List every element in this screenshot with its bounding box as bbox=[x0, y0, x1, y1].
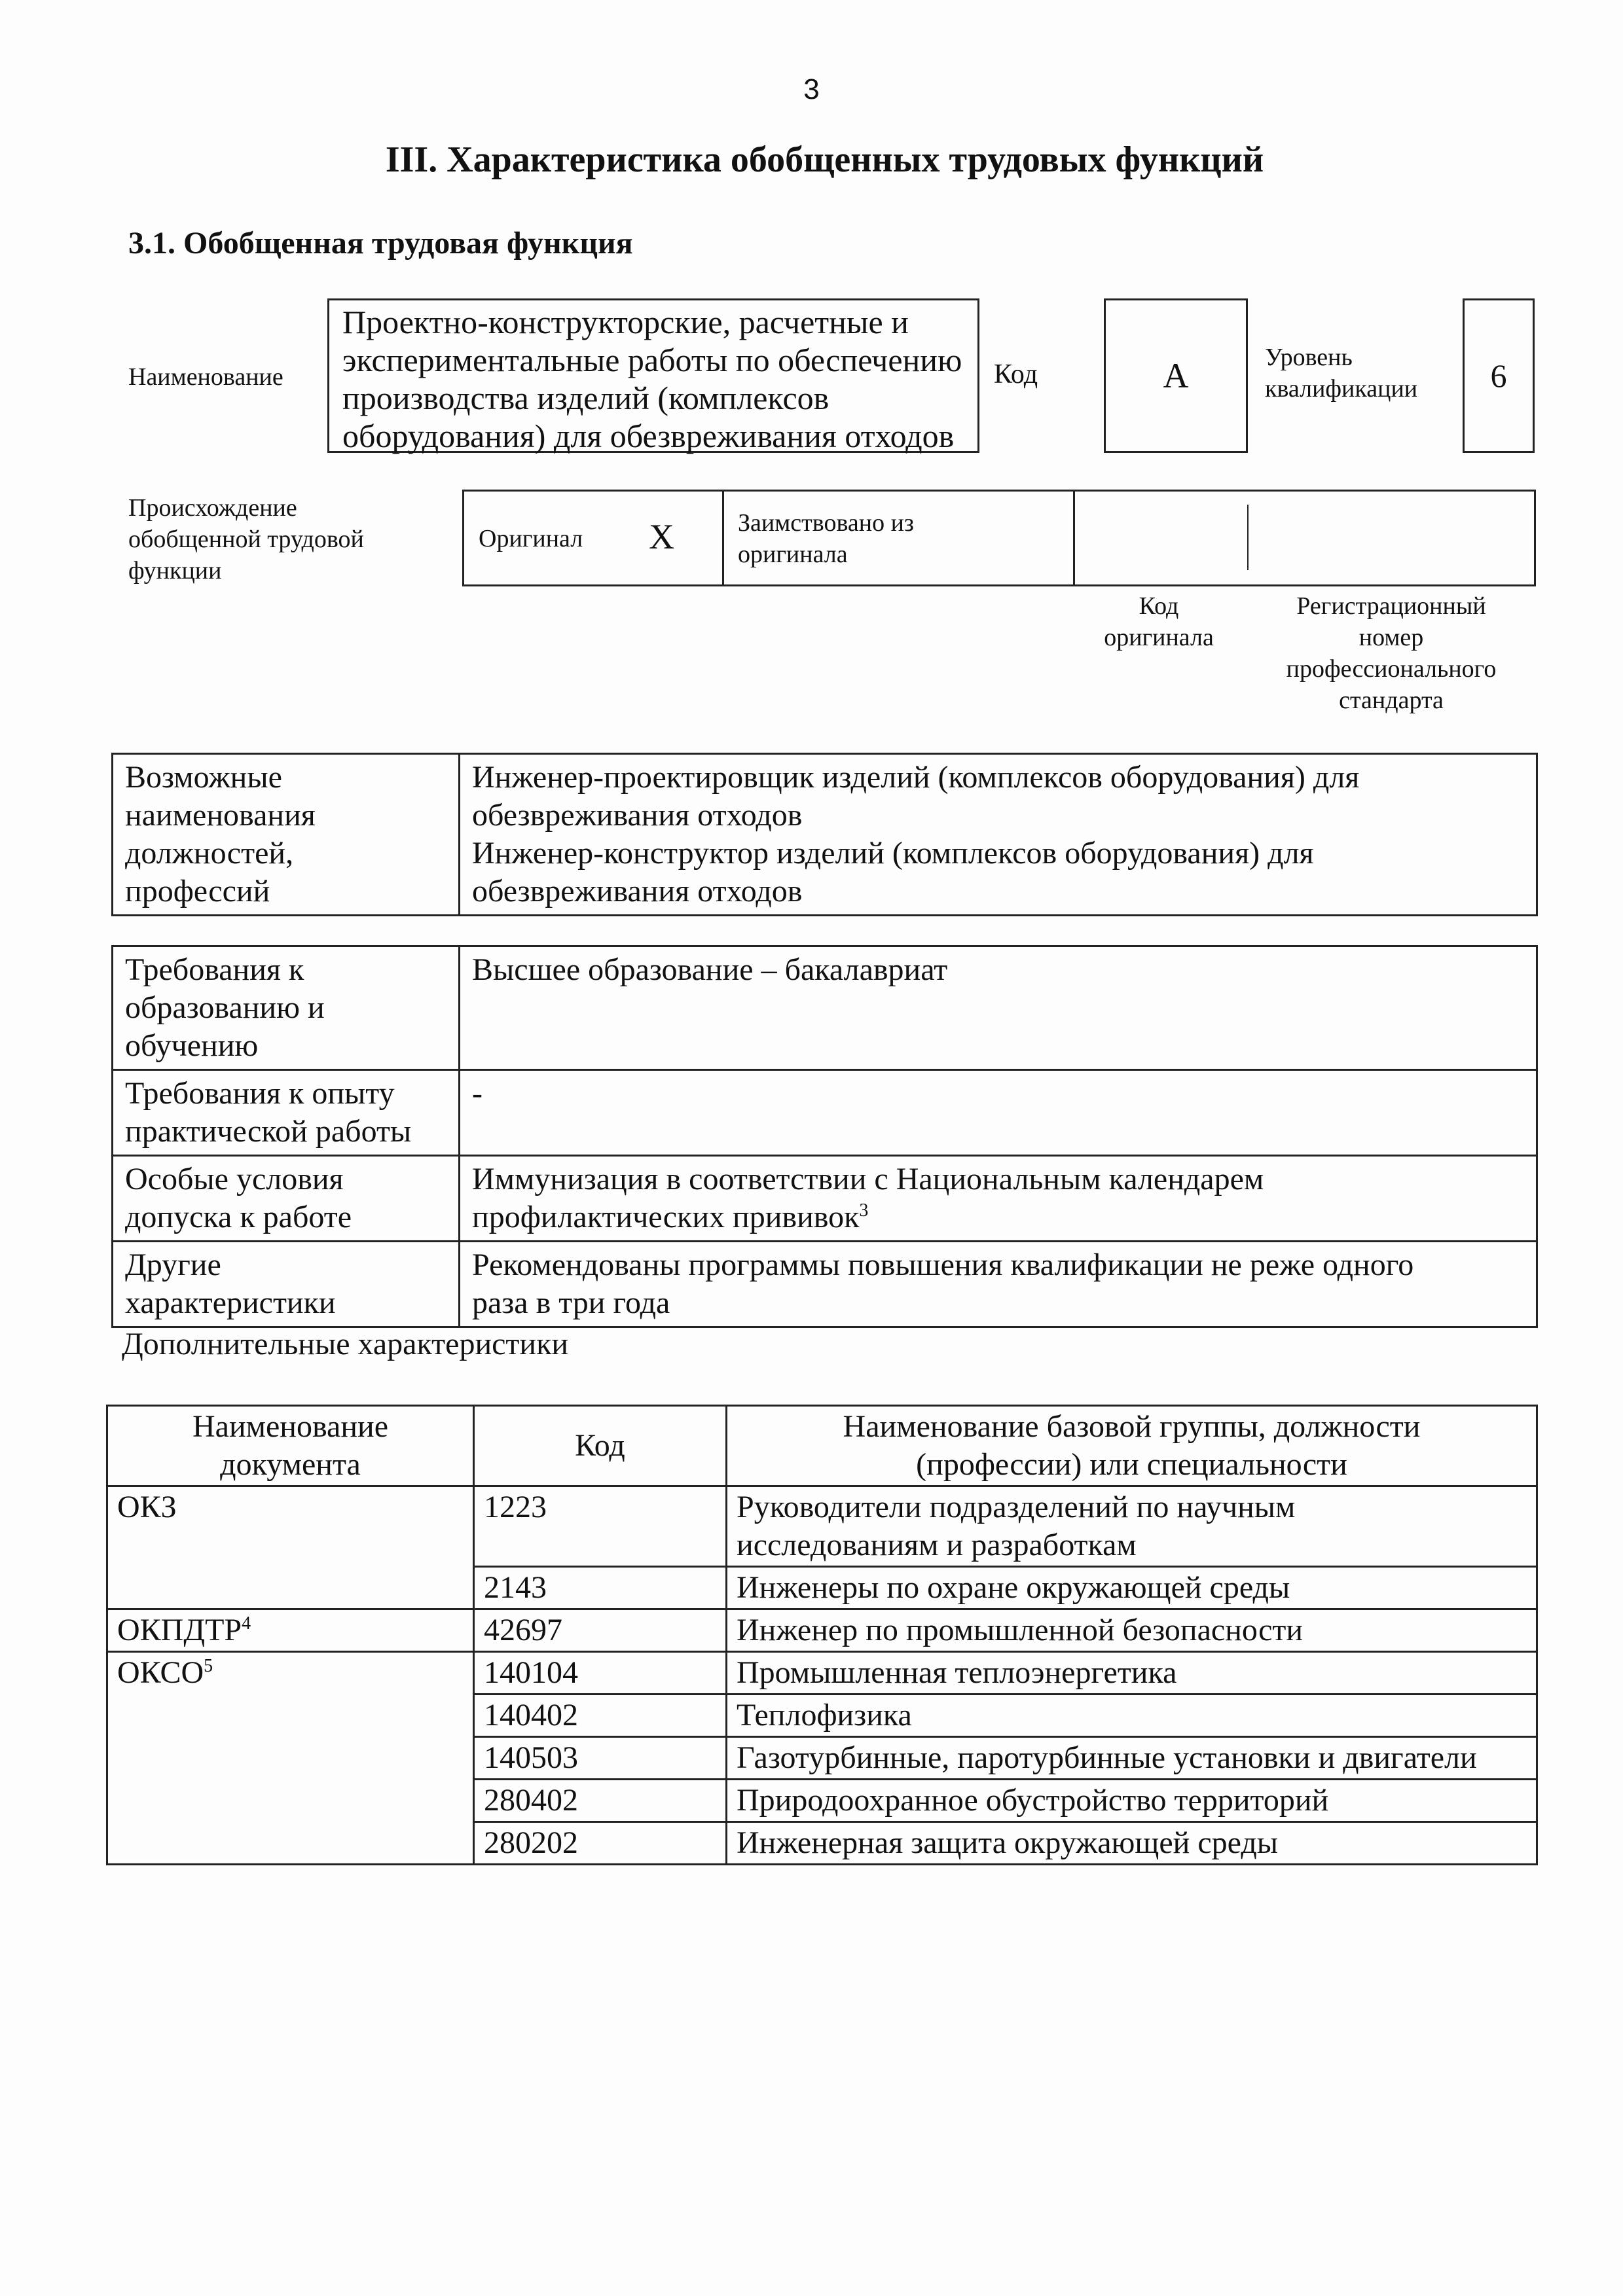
code-value: А bbox=[1104, 298, 1248, 453]
caption-line: оригинала bbox=[1104, 624, 1214, 651]
origin-label bbox=[128, 492, 364, 586]
doc-name: ОКПДТР bbox=[117, 1613, 242, 1647]
caption-line: Код bbox=[1139, 592, 1179, 620]
label-line: наименования bbox=[125, 798, 316, 833]
caption-line: номер bbox=[1359, 624, 1424, 651]
doc-cell bbox=[107, 1486, 474, 1609]
requirements-table bbox=[111, 945, 1538, 1328]
label-line: образованию и bbox=[125, 990, 325, 1025]
label-line: обучению bbox=[125, 1028, 259, 1063]
original-mark: X bbox=[649, 517, 674, 556]
label-line: Возможные bbox=[125, 760, 282, 795]
table-row bbox=[113, 946, 1537, 1070]
group-name-line: Газотурбинные, паротурбинные установки и двигатели bbox=[737, 1740, 1477, 1775]
education-value: Высшее образование – бакалавриат bbox=[460, 946, 1537, 1070]
group-name-cell bbox=[727, 1737, 1537, 1780]
code-cell: 280402 bbox=[474, 1780, 727, 1822]
value-line: обезвреживания отходов bbox=[472, 798, 803, 833]
origin-label-line: обобщенной трудовой bbox=[128, 526, 364, 553]
table-row bbox=[113, 754, 1537, 916]
caption-line: профессионального bbox=[1286, 655, 1497, 683]
label-line: Требования к опыту bbox=[125, 1076, 395, 1111]
table-row bbox=[113, 1156, 1537, 1242]
table-header-row bbox=[107, 1406, 1537, 1486]
group-name-line: Руководители подразделений по научным bbox=[737, 1490, 1296, 1524]
group-name-line: Промышленная теплоэнергетика bbox=[737, 1655, 1177, 1690]
origin-label-line: Происхождение bbox=[128, 494, 297, 522]
additional-table bbox=[106, 1405, 1538, 1865]
group-name-line: Теплофизика bbox=[737, 1698, 912, 1732]
positions-table bbox=[111, 753, 1538, 916]
doc-cell bbox=[107, 1652, 474, 1865]
level-label-line: квалификации bbox=[1265, 375, 1418, 403]
value-line: раза в три года bbox=[472, 1285, 670, 1320]
footnote-mark: 4 bbox=[242, 1613, 251, 1634]
value-line: Иммунизация в соответствии с Национальным календарем bbox=[472, 1162, 1264, 1196]
divider bbox=[1247, 505, 1249, 570]
function-name-box bbox=[327, 298, 979, 453]
header-group bbox=[727, 1406, 1537, 1486]
label-line: должностей, bbox=[125, 836, 294, 870]
label-line: Другие bbox=[125, 1247, 221, 1282]
label-line: допуска к работе bbox=[125, 1200, 352, 1234]
group-name-cell bbox=[727, 1822, 1537, 1865]
header-line: (профессии) или специальности bbox=[916, 1447, 1347, 1482]
code-cell: 1223 bbox=[474, 1486, 727, 1567]
group-name-line: Природоохранное обустройство территорий bbox=[737, 1783, 1329, 1818]
function-name-line: оборудования) для обезвреживания отходов bbox=[342, 418, 955, 454]
section-title: III. Характеристика обобщенных трудовых функций bbox=[385, 139, 1264, 180]
doc-cell bbox=[107, 1609, 474, 1652]
code-cell: 42697 bbox=[474, 1609, 727, 1652]
doc-name: ОКСО bbox=[117, 1655, 204, 1690]
label-line: Особые условия bbox=[125, 1162, 344, 1196]
positions-label bbox=[113, 754, 460, 916]
group-name-cell bbox=[727, 1695, 1537, 1737]
subsection-title: 3.1. Обобщенная трудовая функция bbox=[128, 226, 633, 260]
level-label-line: Уровень bbox=[1265, 344, 1353, 371]
label-line: характеристики bbox=[125, 1285, 336, 1320]
label-line: практической работы bbox=[125, 1114, 412, 1149]
page-number: 3 bbox=[803, 73, 820, 105]
group-name-line: Инженер по промышленной безопасности bbox=[737, 1613, 1304, 1647]
table-row bbox=[107, 1609, 1537, 1652]
value-line: Рекомендованы программы повышения квалификации не реже одного bbox=[472, 1247, 1414, 1282]
header-line: Наименование базовой группы, должности bbox=[843, 1409, 1421, 1444]
footnote-mark: 3 bbox=[859, 1200, 869, 1221]
table-row bbox=[113, 1242, 1537, 1327]
header-line: Наименование bbox=[192, 1409, 389, 1444]
table-row bbox=[107, 1486, 1537, 1567]
borrowed-label bbox=[738, 507, 914, 570]
origin-label-line: функции bbox=[128, 557, 222, 584]
value-text: профилактических прививок bbox=[472, 1200, 860, 1234]
positions-value bbox=[460, 754, 1537, 916]
experience-value: - bbox=[460, 1070, 1537, 1156]
value-line: обезвреживания отходов bbox=[472, 874, 803, 908]
header-line: документа bbox=[220, 1447, 361, 1482]
header-code: Код bbox=[474, 1406, 727, 1486]
conditions-value bbox=[460, 1156, 1537, 1242]
group-name-cell bbox=[727, 1780, 1537, 1822]
group-name-line: исследованиям и разработкам bbox=[737, 1528, 1137, 1562]
table-row bbox=[113, 1070, 1537, 1156]
function-name-line: экспериментальные работы по обеспечению bbox=[342, 342, 962, 378]
value-line: Инженер-конструктор изделий (комплексов оборудования) для bbox=[472, 836, 1314, 870]
experience-label bbox=[113, 1070, 460, 1156]
code-cell: 140402 bbox=[474, 1695, 727, 1737]
name-label: Наименование bbox=[128, 363, 283, 391]
borrowed-label-line: оригинала bbox=[738, 541, 848, 568]
other-label bbox=[113, 1242, 460, 1327]
header-doc bbox=[107, 1406, 474, 1486]
code-original-caption bbox=[1074, 590, 1244, 653]
group-name-cell bbox=[727, 1609, 1537, 1652]
table-row bbox=[107, 1652, 1537, 1695]
group-name-line: Инженерная защита окружающей среды bbox=[737, 1825, 1279, 1860]
divider bbox=[722, 490, 724, 586]
education-label bbox=[113, 946, 460, 1070]
original-label: Оригинал bbox=[479, 525, 583, 552]
label-line: Требования к bbox=[125, 952, 304, 987]
code-cell: 280202 bbox=[474, 1822, 727, 1865]
code-label: Код bbox=[994, 359, 1038, 389]
group-name-cell bbox=[727, 1567, 1537, 1609]
function-name-line: производства изделий (комплексов bbox=[342, 380, 830, 416]
value-line bbox=[472, 1198, 1524, 1236]
label-line: профессий bbox=[125, 874, 270, 908]
level-value: 6 bbox=[1463, 298, 1535, 453]
additional-table-body bbox=[107, 1486, 1537, 1865]
function-name-line: Проектно-конструкторские, расчетные и bbox=[342, 304, 909, 340]
group-name-cell bbox=[727, 1486, 1537, 1567]
level-label bbox=[1265, 342, 1417, 404]
borrowed-label-line: Заимствовано из bbox=[738, 509, 914, 537]
conditions-label bbox=[113, 1156, 460, 1242]
footnote-mark: 5 bbox=[204, 1656, 213, 1676]
other-value bbox=[460, 1242, 1537, 1327]
origin-row bbox=[462, 490, 1536, 586]
value-line: Инженер-проектировщик изделий (комплексов оборудования) для bbox=[472, 760, 1360, 795]
divider bbox=[1073, 490, 1075, 586]
group-name-line: Инженеры по охране окружающей среды bbox=[737, 1570, 1290, 1605]
reg-number-caption bbox=[1250, 590, 1532, 716]
code-cell: 2143 bbox=[474, 1567, 727, 1609]
caption-line: стандарта bbox=[1339, 687, 1444, 714]
code-cell: 140104 bbox=[474, 1652, 727, 1695]
additional-title: Дополнительные характеристики bbox=[122, 1327, 569, 1361]
group-name-cell bbox=[727, 1652, 1537, 1695]
code-cell: 140503 bbox=[474, 1737, 727, 1780]
doc-name: ОКЗ bbox=[117, 1490, 177, 1524]
caption-line: Регистрационный bbox=[1296, 592, 1486, 620]
